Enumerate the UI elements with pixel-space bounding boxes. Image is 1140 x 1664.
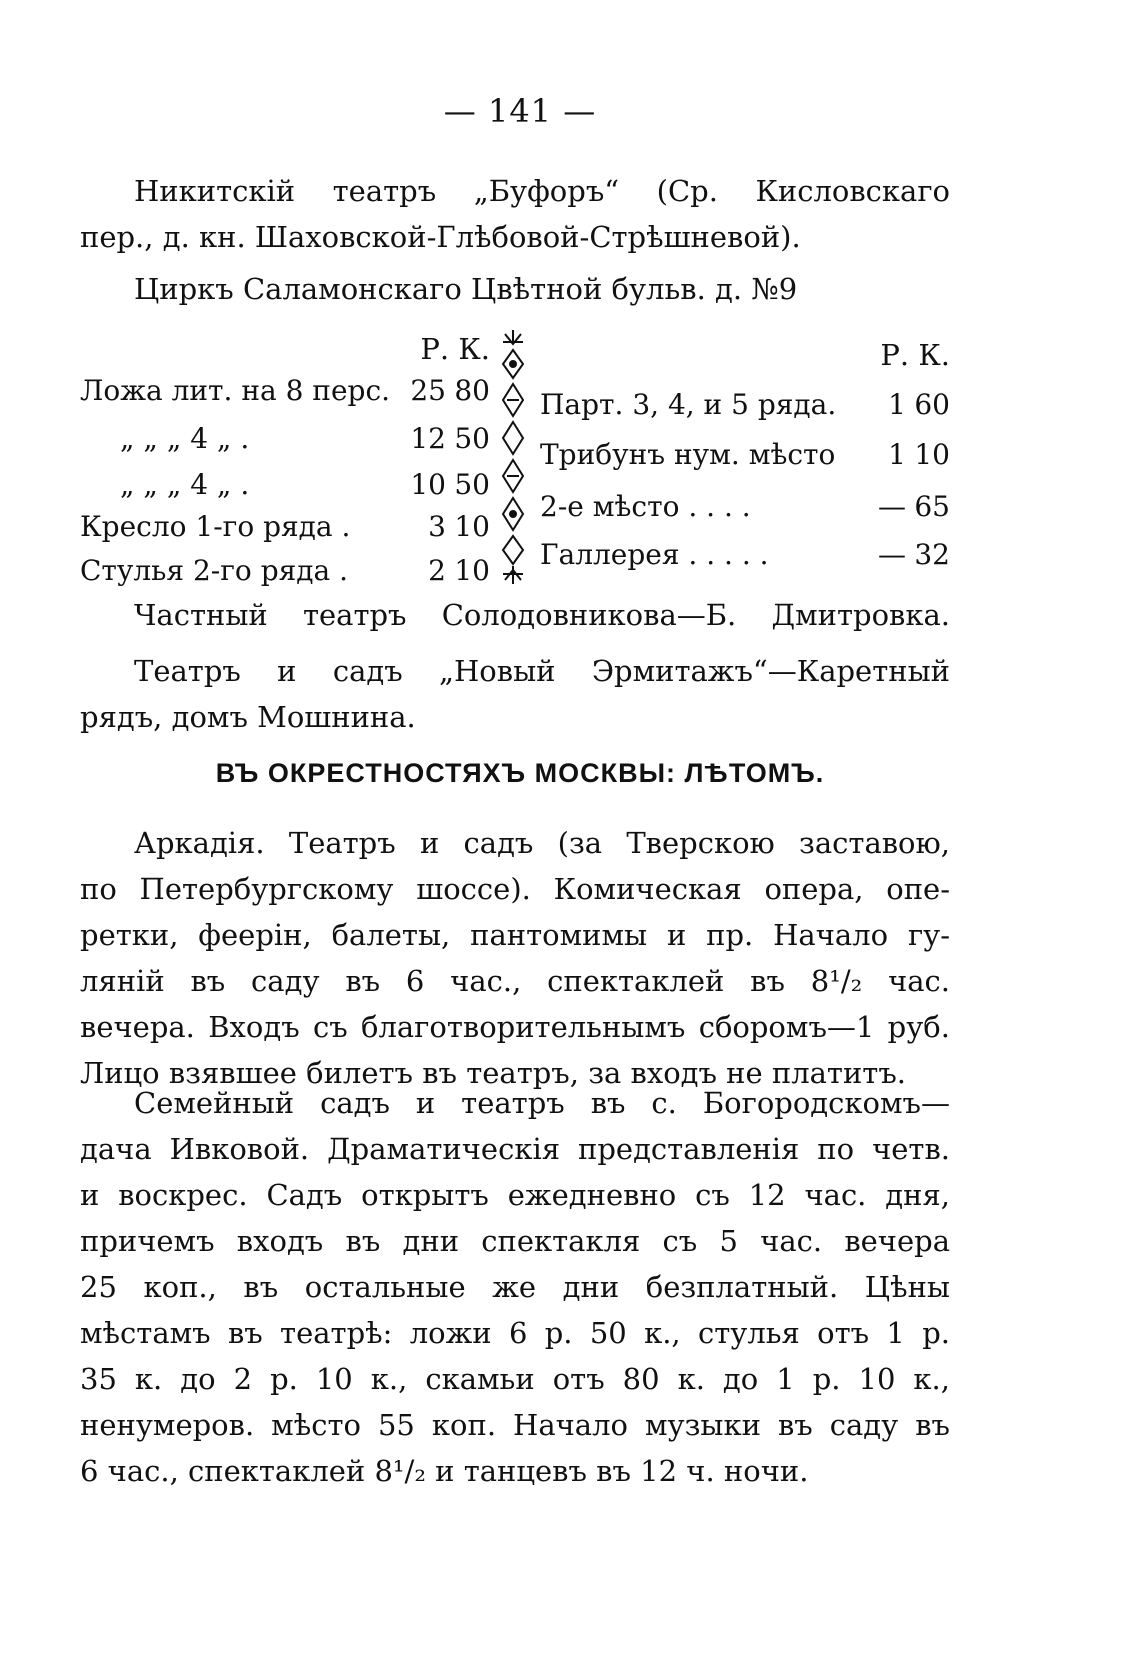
row-rubles: 3: [428, 510, 446, 543]
row-rubles: 1: [888, 388, 906, 421]
table-row: [540, 538, 950, 584]
row-label: „ „ „ 4 „ .: [120, 468, 250, 501]
table-row: [80, 510, 490, 556]
paragraph-hermitage: [80, 648, 950, 740]
row-kopecks: 65: [914, 490, 950, 523]
paragraph-family-garden: [80, 1080, 950, 1494]
row-rubles: 1: [888, 438, 906, 471]
paragraph-circus: [80, 266, 950, 312]
row-kopecks: 50: [454, 468, 490, 501]
text-line: Никитскій театръ „Буфоръ“ (Ср. Кисловскаго: [134, 174, 950, 208]
column-header: Р. К.: [880, 338, 950, 372]
text-line: Циркъ Саламонскаго Цвѣтной бульв. д. №9: [134, 272, 798, 306]
row-kopecks: 10: [914, 438, 950, 471]
text-line: Аркадія. Театръ и садъ (за Тверскою заставою,: [134, 826, 950, 860]
book-page: [80, 0, 960, 1664]
text-line: Театръ и садъ „Новый Эрмитажъ“—Каретный: [134, 654, 950, 688]
row-label: Кресло 1-го ряда .: [80, 510, 351, 543]
text-line: Частный театръ Солодовникова—Б. Дмитровка.: [134, 598, 950, 632]
text-line: Семейный садъ и театръ въ с. Богородскомъ—: [134, 1086, 950, 1120]
ornament-divider-icon: [495, 330, 531, 585]
paragraph-solodovnikov-theatre: [80, 592, 950, 638]
text-line: пер., д. кн. Шаховской-Глѣбовой-Стрѣшневой).: [80, 220, 801, 254]
row-label: Трибунъ нум. мѣсто: [540, 438, 836, 471]
row-kopecks: 80: [454, 374, 490, 407]
text-line: вечера. Входъ съ благотворительнымъ сборомъ—1 руб.: [80, 1010, 950, 1044]
row-label: Галлерея . . . . .: [540, 538, 769, 571]
paragraph-nikitsky-theatre: [80, 168, 950, 260]
row-kopecks: 32: [914, 538, 950, 571]
text-line: и воскрес. Садъ открытъ ежедневно съ 12 час. дня,: [80, 1178, 950, 1212]
table-row: [80, 468, 490, 514]
row-label: Ложа лит. на 8 перс.: [80, 374, 391, 407]
row-label: „ „ „ 4 „ .: [120, 422, 250, 455]
row-rubles: —: [878, 490, 906, 523]
paragraph-arkadia: [80, 820, 950, 1096]
text-line: ляній въ саду въ 6 час., спектаклей въ 8¹/₂ час.: [80, 964, 950, 998]
row-rubles: 10: [410, 468, 446, 501]
text-line: дача Ивковой. Драматическія представленія по четв.: [80, 1132, 950, 1166]
row-rubles: —: [878, 538, 906, 571]
text-line: 6 час., спектаклей 8¹/₂ и танцевъ въ 12 ч. ночи.: [80, 1454, 809, 1488]
text-line: ретки, феерін, балеты, пантомимы и пр. Начало гу-: [80, 918, 950, 952]
table-row: [540, 438, 950, 484]
section-heading: ВЪ ОКРЕСТНОСТЯХЪ МОСКВЫ: ЛѢТОМЪ.: [215, 758, 825, 788]
text-line: мѣстамъ въ театрѣ: ложи 6 р. 50 к., стулья отъ 1 р.: [80, 1316, 950, 1350]
text-line: ненумеров. мѣсто 55 коп. Начало музыки въ саду въ: [80, 1408, 950, 1442]
row-rubles: 25: [410, 374, 446, 407]
table-row: [80, 374, 490, 420]
column-header: Р. К.: [420, 332, 490, 366]
table-row: [540, 388, 950, 434]
table-row: [80, 422, 490, 468]
row-label: Парт. 3, 4, и 5 ряда.: [540, 388, 837, 421]
row-rubles: 2: [428, 554, 446, 587]
text-line: рядъ, домъ Мошнина.: [80, 700, 416, 734]
row-label: Стулья 2-го ряда .: [80, 554, 349, 587]
row-rubles: 12: [410, 422, 446, 455]
row-kopecks: 50: [454, 422, 490, 455]
row-kopecks: 10: [454, 510, 490, 543]
row-kopecks: 60: [914, 388, 950, 421]
row-kopecks: 10: [454, 554, 490, 587]
text-line: 35 к. до 2 р. 10 к., скамьи отъ 80 к. до 1 р. 10 к.,: [80, 1362, 950, 1396]
text-line: причемъ входъ въ дни спектакля съ 5 час. вечера: [80, 1224, 950, 1258]
text-line: 25 коп., въ остальные же дни безплатный. Цѣны: [80, 1270, 950, 1304]
page-number: — 141 —: [443, 92, 597, 130]
text-line: Лицо взявшее билетъ въ театръ, за входъ не платитъ.: [80, 1056, 907, 1090]
table-row: [540, 490, 950, 536]
text-line: по Петербургскому шоссе). Комическая опера, опе-: [80, 872, 950, 906]
row-label: 2-е мѣсто . . . .: [540, 490, 751, 523]
price-table: [80, 332, 950, 590]
